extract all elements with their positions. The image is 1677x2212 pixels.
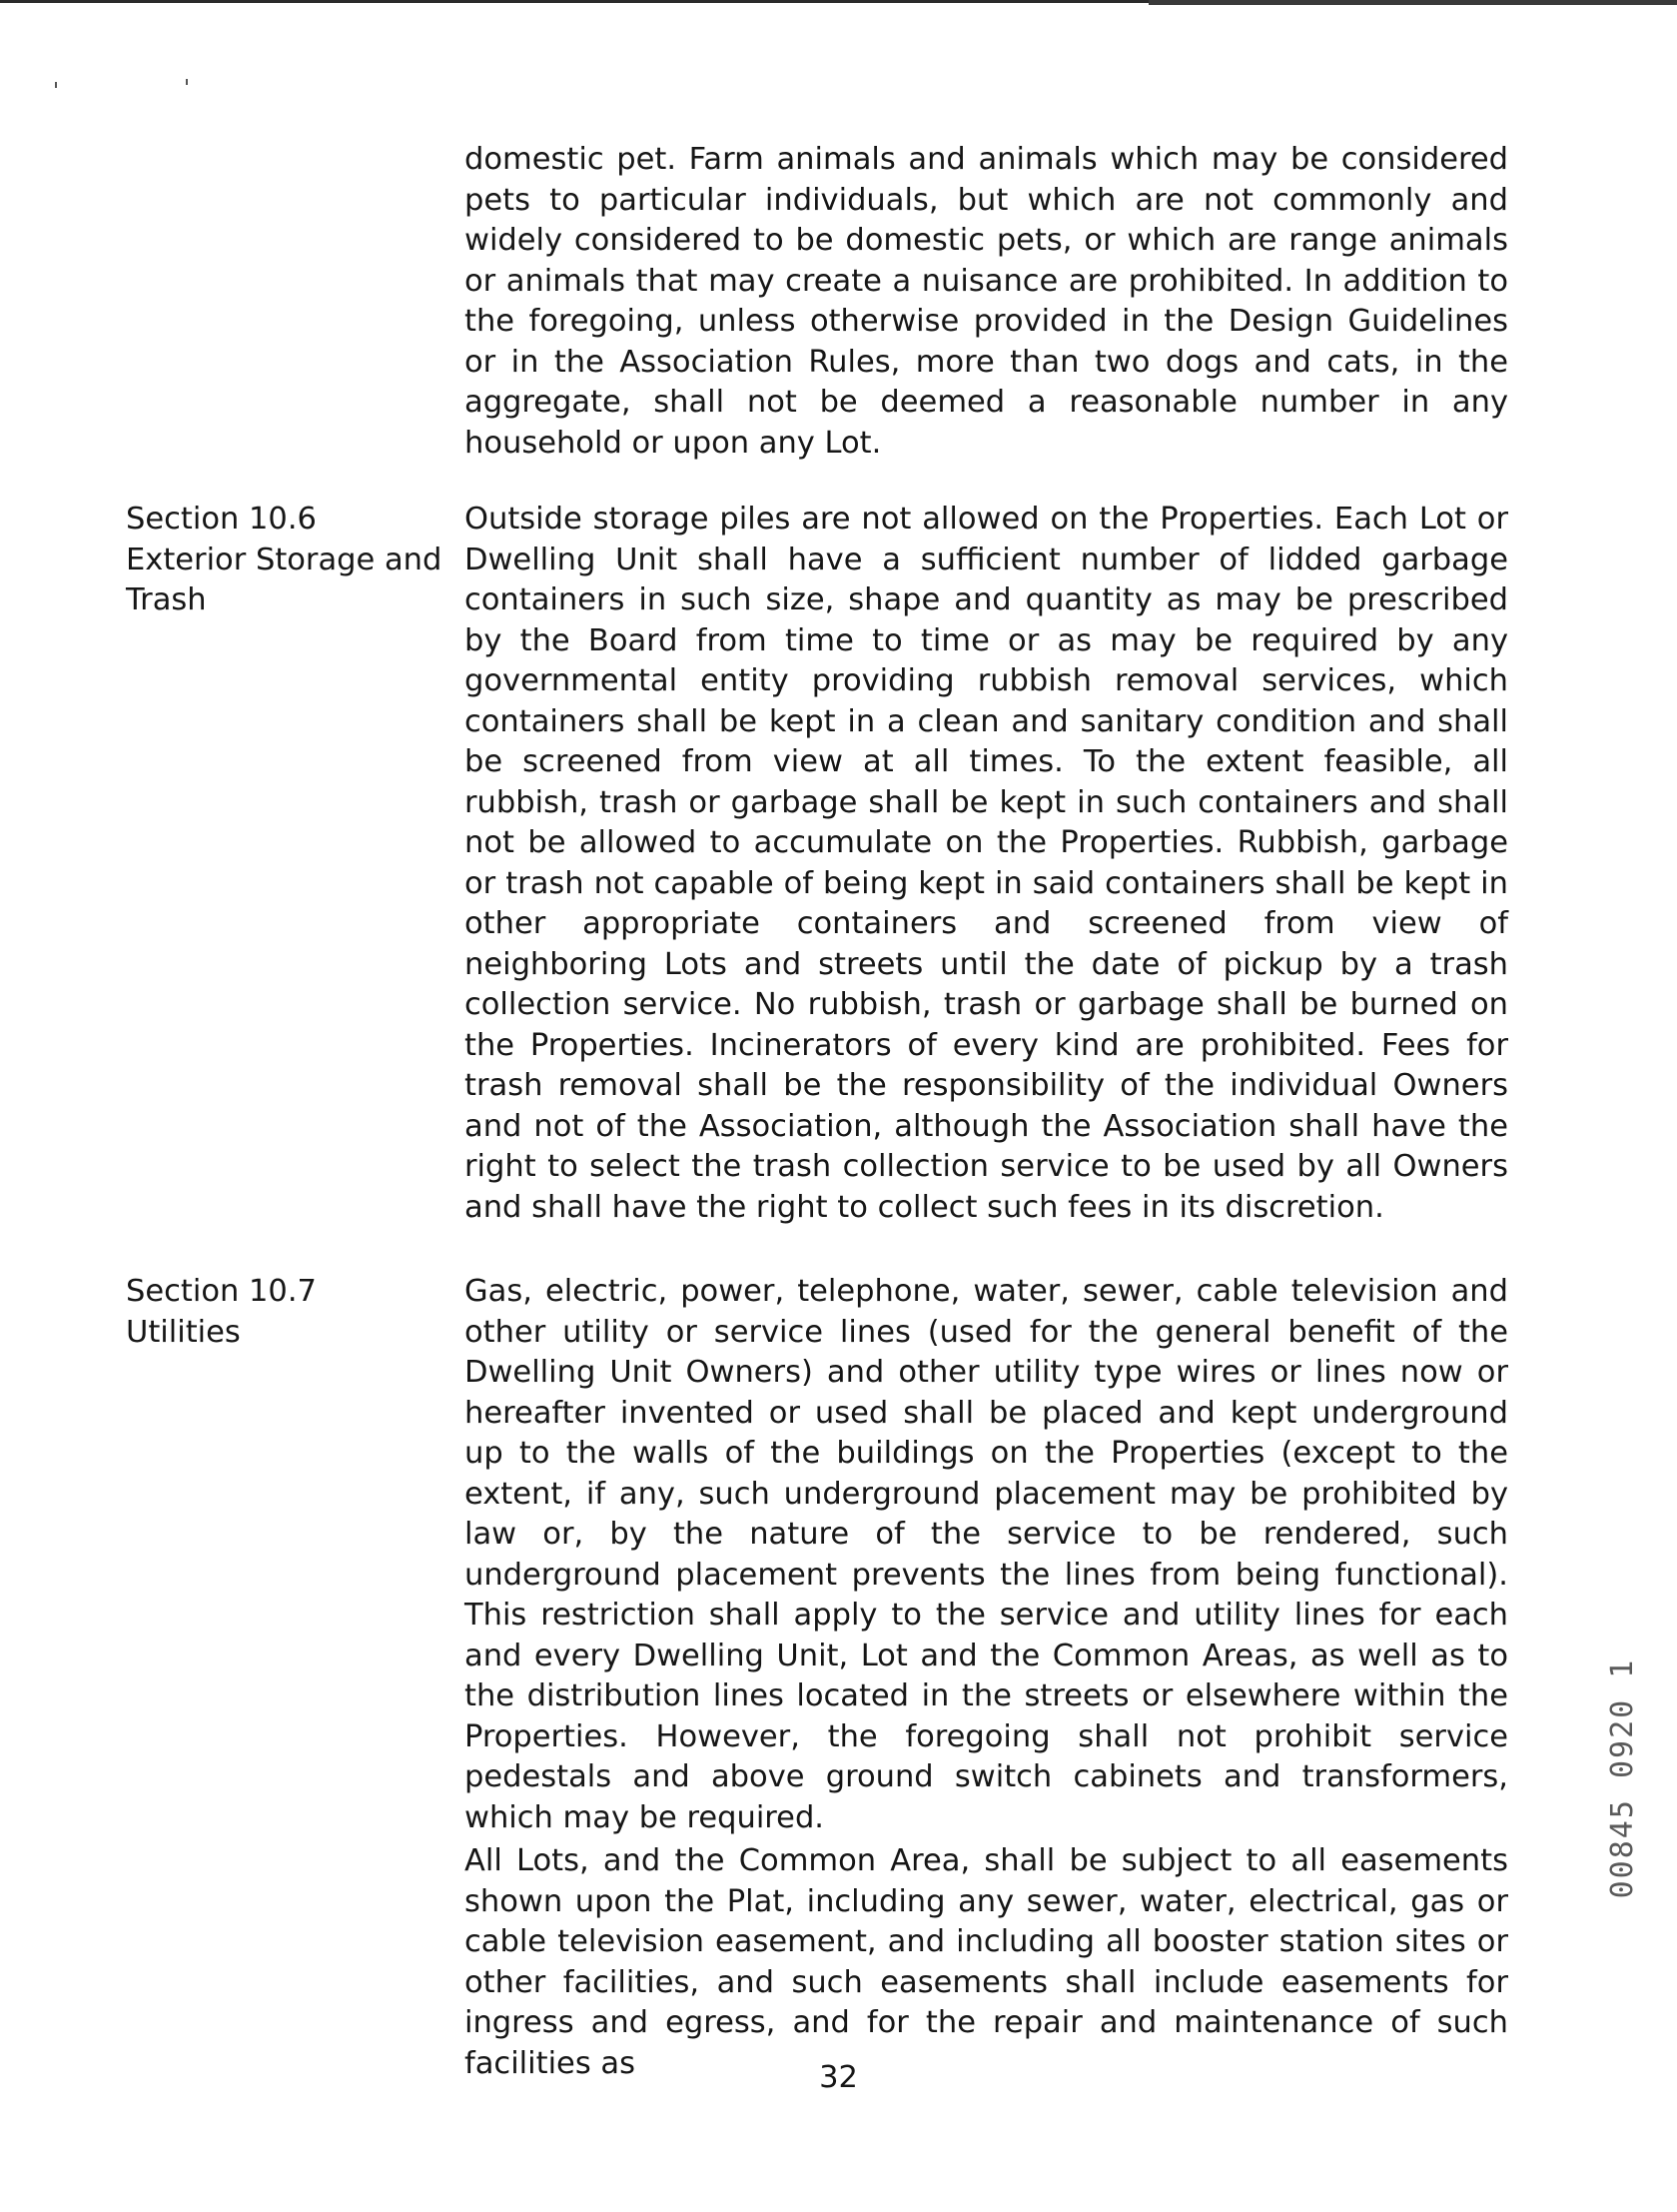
section-title: Trash	[126, 582, 207, 617]
recording-stamp-text: 00845 0920 1	[1605, 1658, 1640, 1899]
section-10-6-paragraph: Outside storage piles are not allowed on the Properties. Each Lot or Dwelling Unit shall have a sufficient number of lidded garbage containers in such size, shape and quantity as may be prescribed by the Board from time to time or as may be required by any governmental entity providing rubbish removal services, which containers shall be kept in a clean and sanitary condition and shall be screened from view at all times. To the extent feasible, all rubbish, trash or garbage shall be kept in such containers and shall not be allowed to accumulate on the Properties. Rubbish, garbage or trash not capable of being kept in said containers shall be kept in other appropriate containers and screened from view of neighboring Lots and streets until the date of pickup by a trash collection service. No rubbish, trash or garbage shall be burned on the Properties. Incinerators of every kind are prohibited. Fees for trash removal shall be the responsibility of the individual Owners and not of the Association, although the Association shall have the right to select the trash collection service to be used by all Owners and shall have the right to collect such fees in its discretion.	[464, 502, 1508, 1225]
section-number: Section 10.7	[126, 1274, 317, 1309]
section-10-6-label	[126, 500, 442, 621]
page-number: 32	[819, 2060, 858, 2095]
section-10-7-label	[126, 1272, 435, 1353]
section-number: Section 10.6	[126, 502, 317, 537]
section-title: Utilities	[126, 1314, 241, 1350]
scan-speck	[186, 79, 188, 85]
section-10-7-paragraph-2: All Lots, and the Common Area, shall be subject to all easements shown upon the Plat, including any sewer, water, electrical, gas or cable television easement, and including all booster station sites or other facilities, and such easements shall include easements for ingress and egress, and for the repair and maintenance of such facilities as	[464, 1843, 1508, 2081]
section-title: Exterior Storage and	[126, 542, 442, 577]
top-scan-border-right	[1149, 0, 1677, 5]
section-10-7-paragraph-1: Gas, electric, power, telephone, water, sewer, cable television and other utility or service lines (used for the general benefit of the Dwelling Unit Owners) and other utility type wires or lines now or hereafter invented or used shall be placed and kept underground up to the walls of the buildings on the Properties (except to the extent, if any, such underground placement may be prohibited by law or, by the nature of the service to be rendered, such underground placement prevents the lines from being functional). This restriction shall apply to the service and utility lines for each and every Dwelling Unit, Lot and the Common Areas, as well as to the distribution lines located in the streets or elsewhere within the Properties. However, the foregoing shall not prohibit service pedestals and above ground switch cabinets and transformers, which may be required.	[464, 1274, 1508, 1835]
continuation-paragraph: domestic pet. Farm animals and animals which may be considered pets to particular individuals, but which are not commonly and widely considered to be domestic pets, or which are range animals or animals that may create a nuisance are prohibited. In addition to the foregoing, unless otherwise provided in the Design Guidelines or in the Association Rules, more than two dogs and cats, in the aggregate, shall not be deemed a reasonable number in any household or upon any Lot.	[464, 142, 1508, 461]
scan-speck	[55, 82, 57, 88]
recording-stamp	[1598, 1589, 1648, 1968]
